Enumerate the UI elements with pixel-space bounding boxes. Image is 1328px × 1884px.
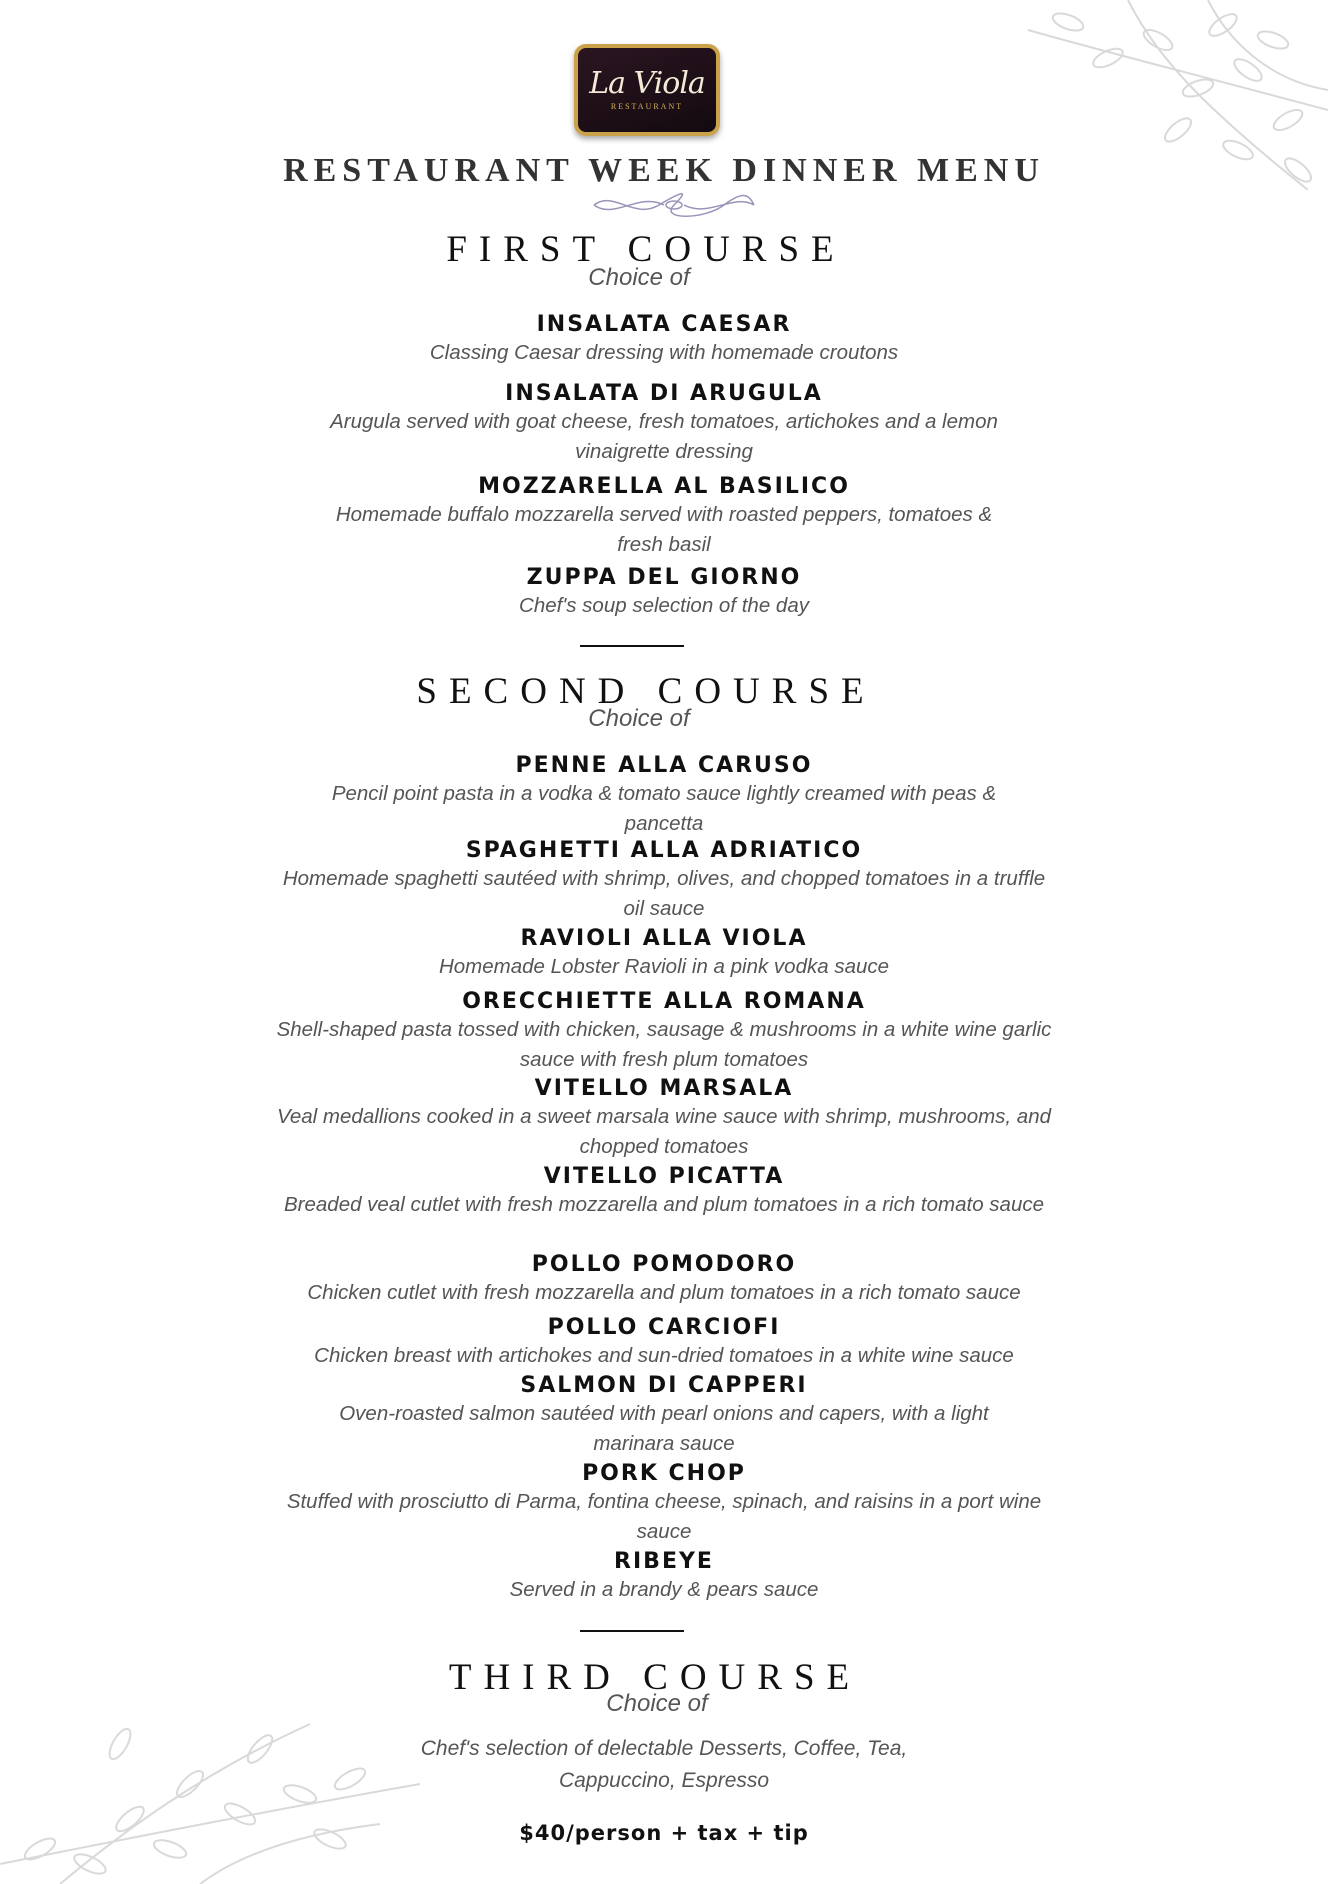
dish-description: Veal medallions cooked in a sweet marsala wine sauce with shrimp, mushrooms, and chopped tomatoes xyxy=(276,1105,1052,1158)
second-course-choice: Choice of xyxy=(588,705,690,732)
third-course-line-2: Cappuccino, Espresso xyxy=(558,1769,770,1792)
dish-description: Chicken cutlet with fresh mozzarella and plum tomatoes in a rich tomato sauce xyxy=(307,1281,1021,1304)
dish-name: ORECCHIETTE ALLA ROMANA xyxy=(462,989,866,1014)
flourish-divider xyxy=(584,190,764,220)
dish-item xyxy=(0,380,1328,467)
dish-item xyxy=(0,1075,1328,1162)
third-course-choice: Choice of xyxy=(606,1690,708,1717)
first-course-choice: Choice of xyxy=(588,264,690,291)
menu-price: $40/person + tax + tip xyxy=(519,1821,809,1845)
third-course-description xyxy=(0,1733,1328,1797)
section-divider xyxy=(580,1630,684,1632)
dish-description: Arugula served with goat cheese, fresh tomatoes, artichokes and a lemon vinaigrette dressing xyxy=(330,410,998,463)
dish-name: PENNE ALLA CARUSO xyxy=(515,753,813,778)
dish-name: VITELLO PICATTA xyxy=(543,1164,785,1189)
dish-item xyxy=(0,1548,1328,1605)
dish-item xyxy=(0,988,1328,1075)
dish-item xyxy=(0,837,1328,924)
dish-name: SPAGHETTI ALLA ADRIATICO xyxy=(465,838,863,863)
dish-description: Shell-shaped pasta tossed with chicken, sausage & mushrooms in a white wine garlic sauce with fresh plum tomatoes xyxy=(276,1018,1052,1071)
section-divider xyxy=(580,645,684,647)
dish-item xyxy=(0,752,1328,839)
logo-script-text: La Viola xyxy=(589,66,705,101)
dish-description: Homemade buffalo mozzarella served with roasted peppers, tomatoes & fresh basil xyxy=(335,503,993,556)
dish-item xyxy=(0,1251,1328,1308)
dish-description: Chef's soup selection of the day xyxy=(519,594,809,617)
dish-item xyxy=(0,925,1328,982)
dish-description: Homemade Lobster Ravioli in a pink vodka sauce xyxy=(438,955,890,978)
dish-name: POLLO CARCIOFI xyxy=(547,1315,781,1340)
dish-name: RIBEYE xyxy=(614,1549,714,1574)
dish-name: SALMON DI CAPPERI xyxy=(520,1373,808,1398)
first-course-title: FIRST COURSE xyxy=(446,229,846,270)
dish-description: Stuffed with prosciutto di Parma, fontina cheese, spinach, and raisins in a port wine sauce xyxy=(286,1490,1042,1543)
dish-item xyxy=(0,1163,1328,1220)
dish-name: ZUPPA DEL GIORNO xyxy=(526,565,802,590)
dish-description: Classing Caesar dressing with homemade croutons xyxy=(429,341,899,364)
third-course-title: THIRD COURSE xyxy=(448,1657,862,1698)
dish-description: Served in a brandy & pears sauce xyxy=(509,1578,819,1601)
dish-item xyxy=(0,1372,1328,1459)
dish-description: Breaded veal cutlet with fresh mozzarella and plum tomatoes in a rich tomato sauce xyxy=(283,1193,1045,1216)
dish-name: MOZZARELLA AL BASILICO xyxy=(478,474,850,499)
dish-item xyxy=(0,564,1328,621)
dish-name: PORK CHOP xyxy=(582,1461,746,1486)
dish-item xyxy=(0,1460,1328,1547)
third-course-line-1: Chef's selection of delectable Desserts, Coffee, Tea, xyxy=(420,1737,908,1760)
dish-name: INSALATA DI ARUGULA xyxy=(505,381,823,406)
dish-item xyxy=(0,311,1328,368)
dish-name: RAVIOLI ALLA VIOLA xyxy=(520,926,808,951)
dish-name: INSALATA CAESAR xyxy=(536,312,792,337)
dish-description: Chicken breast with artichokes and sun-dried tomatoes in a white wine sauce xyxy=(314,1344,1014,1367)
second-course-title: SECOND COURSE xyxy=(416,671,876,712)
restaurant-logo xyxy=(574,44,720,136)
dish-item xyxy=(0,473,1328,560)
dish-description: Oven-roasted salmon sautéed with pearl onions and capers, with a light marinara sauce xyxy=(339,1402,989,1455)
dish-name: VITELLO MARSALA xyxy=(534,1076,794,1101)
dish-description: Homemade spaghetti sautéed with shrimp, olives, and chopped tomatoes in a truffle oil sauce xyxy=(282,867,1046,920)
dish-name: POLLO POMODORO xyxy=(531,1252,797,1277)
dish-description: Pencil point pasta in a vodka & tomato sauce lightly creamed with peas & pancetta xyxy=(331,782,997,835)
logo-subtitle: RESTAURANT xyxy=(610,102,684,111)
menu-title: RESTAURANT WEEK DINNER MENU xyxy=(283,152,1045,189)
dish-item xyxy=(0,1314,1328,1371)
